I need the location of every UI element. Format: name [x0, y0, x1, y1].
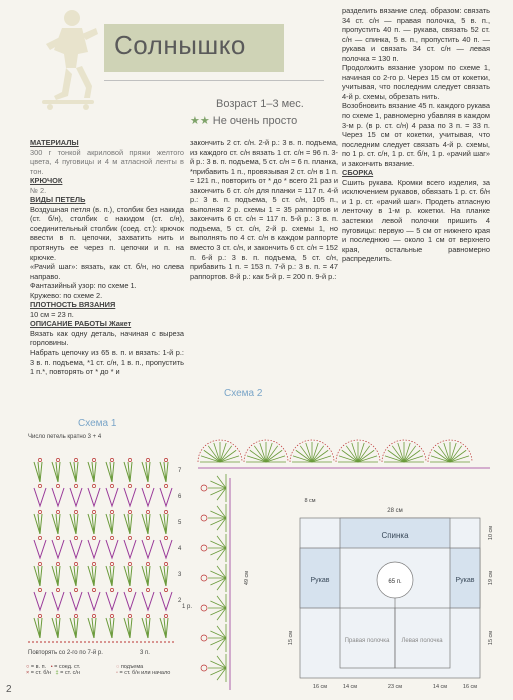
scheme-2-shell-stitch — [208, 446, 220, 462]
scheme-1-stitch — [58, 514, 60, 534]
scheme-1-chain — [128, 562, 131, 565]
scheme-2-dim-bottom: 14 см — [342, 684, 358, 690]
scheme-2-dim-left: 49 см — [244, 570, 250, 586]
scheme-2-shell-stitch — [312, 446, 324, 462]
scheme-2-dim-mid: 8 см — [304, 498, 316, 504]
scheme-1-stitch — [76, 462, 78, 482]
scheme-1-stitch — [124, 488, 136, 506]
scheme-1-stitch — [76, 618, 78, 638]
difficulty-label — [190, 114, 297, 127]
scheme-1-chain — [128, 536, 131, 539]
scheme-1-chain — [56, 484, 59, 487]
col1-paragraph: ПЛОТНОСТЬ ВЯЗАНИЯ — [30, 300, 116, 310]
scheme-1-chain — [110, 562, 113, 565]
scheme-2-shell-stitch — [346, 446, 358, 462]
scheme-1-stitch — [76, 566, 78, 586]
scheme-2-picot — [201, 605, 207, 611]
scheme-1-chain — [92, 458, 95, 461]
col3-paragraph: СБОРКА — [342, 168, 374, 178]
col1-paragraph: № 2. — [30, 185, 47, 195]
scheme-2-shell-stitch — [392, 446, 404, 462]
scheme-1-stitch — [130, 462, 132, 482]
scheme-1-stitch — [34, 592, 46, 610]
page-number: 2 — [6, 684, 12, 695]
col1-paragraph: ВИДЫ ПЕТЕЛЬ — [30, 195, 86, 205]
scheme-2-title: Схема 2 — [224, 388, 263, 399]
scheme-1-chain — [92, 588, 95, 591]
scheme-1-chain — [128, 614, 131, 617]
scheme-1-stitch — [94, 514, 96, 534]
scheme-2-shell-stitch — [404, 456, 423, 462]
scheme-2-shell-stitch — [250, 450, 266, 462]
scheme-1-stitch — [76, 514, 78, 534]
scheme-1-stitch — [160, 592, 172, 610]
scheme-2-label-sleeve-right: Рукав — [455, 577, 475, 584]
scheme-1-chain — [56, 458, 59, 461]
scheme-1-stitch — [58, 462, 60, 482]
col3-paragraph: Возобновить вязание 45 п. каждого рукава по схеме 1, равномерно убавляя в каждом 3-м р. (в р. ст. с/н) 4 раза по 3 п. = 33 п. Через 15 см от кокетки, учитывая, что последним следует связать 4-й р. схемы, по 1 р. ст. с/н, 1 р. ст. б/н, 1 р. «рачий шаг» и закончить вязание. — [342, 101, 490, 168]
column-1 — [30, 138, 184, 377]
scheme-1-chain — [38, 510, 41, 513]
scheme-1-chain — [74, 536, 77, 539]
scheme-1-chain — [110, 484, 113, 487]
scheme-2-shell-stitch — [450, 443, 456, 462]
scheme-1-stitch — [34, 488, 46, 506]
scheme-2-shell-stitch — [358, 443, 364, 462]
scheme-1-stitch — [88, 488, 100, 506]
scheme-2-dim-right: 15 см — [488, 630, 494, 646]
scheme-1-chain — [38, 562, 41, 565]
scheme-2-dim-bottom: 14 см — [432, 684, 448, 690]
scheme-2-shell-stitch — [352, 443, 358, 462]
column-3 — [342, 6, 490, 264]
scheme-2-dim-top: 28 см — [387, 508, 403, 514]
scheme-1-stitch — [94, 566, 96, 586]
col1-paragraph: Фантазийный узор: по схеме 1. — [30, 281, 137, 291]
scheme-1-stitch — [148, 514, 150, 534]
col1-paragraph: ОПИСАНИЕ РАБОТЫ Жакет — [30, 319, 132, 329]
scheme-1-chain — [74, 458, 77, 461]
legend-sb: = ст. б/н — [30, 670, 51, 676]
scheme-1-chain — [146, 484, 149, 487]
scheme-2-shell-stitch — [266, 446, 278, 462]
difficulty-text: Не очень просто — [212, 115, 298, 127]
scheme-1-stitch — [148, 618, 150, 638]
legend-pod: подъема — [120, 664, 144, 670]
scheme-1-stitch — [166, 566, 168, 586]
scheme-2-shell-stitch — [385, 456, 404, 462]
scheme-1-chain — [92, 614, 95, 617]
scheme-1-stitch — [70, 488, 82, 506]
col1-paragraph: 10 см = 23 п. — [30, 309, 74, 319]
scheme-1-stitch — [70, 592, 82, 610]
scheme-1-stitch — [142, 592, 154, 610]
col1-paragraph: МАТЕРИАЛЫ — [30, 138, 79, 147]
scheme-1-stitch — [112, 514, 114, 534]
scheme-2-shell-stitch — [266, 456, 285, 462]
scheme-2-diagram — [190, 398, 500, 694]
scheme-2-shell-stitch — [260, 443, 266, 462]
col3-paragraph: разделить вязание след. образом: связать 34 ст. с/н — правая полочка, 5 в. п., пропустить 40 п. — рукава, связать 52 ст. с/н — спинка, 5 в. п., пропустить 40 п. — рукава и связать 34 ст. с/н — левая полочка = 130 п. — [342, 6, 490, 63]
scheme-2-shell-stitch — [358, 450, 374, 462]
scheme-2-dim-right: 10 см — [488, 525, 494, 541]
scheme-1-repeat: Повторять со 2-го по 7-й р. — [28, 650, 103, 656]
scheme-1-stitch — [106, 488, 118, 506]
scheme-2-shell-stitch — [342, 450, 358, 462]
scheme-1-stitch — [112, 462, 114, 482]
scheme-2-shell-stitch — [220, 456, 239, 462]
scheme-2-shell-stitch — [247, 456, 266, 462]
scheme-1-chain — [164, 614, 167, 617]
scheme-1-stitch — [88, 592, 100, 610]
scheme-2-shell-stitch — [266, 450, 282, 462]
scheme-1-chain — [38, 536, 41, 539]
scheme-1-chain — [56, 588, 59, 591]
scheme-2-shell-stitch — [312, 456, 331, 462]
scheme-1-chain — [164, 510, 167, 513]
scheme-2-shell-stitch — [404, 450, 420, 462]
scheme-1-chain — [128, 484, 131, 487]
scheme-2-dim-side: 15 см — [288, 630, 294, 646]
scheme-1-chain — [56, 536, 59, 539]
scheme-2-shell-stitch — [254, 446, 266, 462]
scheme-1-chain — [164, 562, 167, 565]
scheme-1-stitch — [70, 540, 82, 558]
scheme-1-chain — [146, 588, 149, 591]
scheme-1-stitch — [124, 540, 136, 558]
scheme-2-picot — [201, 665, 207, 671]
scheme-1-stitch — [142, 540, 154, 558]
scheme-1-stitch — [130, 514, 132, 534]
age-label: Возраст 1–3 мес. — [216, 98, 304, 110]
scheme-1-chain — [56, 614, 59, 617]
col1-paragraph: Воздушная петля (в. п.), столбик без накида (ст. б/н), столбик с накидом (ст. с/н), соединительный столбик (соед. ст.): крючок ввести в п. цепочки, захватить нить и протянуть ее через п. цепочки и п. на крючке. — [30, 204, 184, 262]
col1-paragraph: 300 г тонкой акриловой пряжи желтого цвета, 4 пуговицы и 4 м атласной ленты в тон. — [30, 147, 184, 176]
scheme-2-shell-stitch — [388, 450, 404, 462]
legend: ○ = в. п. • = соед. ст. × = ст. б/н ‡ = ст. с/н — [26, 664, 81, 676]
col2-paragraph: закончить 2 ст. с/н. 2-й р.: 3 в. п. подъема, из каждого ст. с/н вязать 1 ст. с/н = 96 п. 3-й р.: 3 в. п. подъема, 5 ст. с/н = 6 п. планка, *прибавить 1 п., провязывая 2 ст. с/н в 1 п. = 121 п., повторить от * до * всего 21 раз и закончить 6 ст. с/н для планки = 117 п. 4-й р.: 3 в. п. подъема, 5 ст. с/н, 105 п., выполняя 2 р. схемы 1 = 35 раппортов и закончить 6 ст. с/н = 117 п. 5-й р.: 3 в. п. подъема, 5 ст. с/н, 2-й р. схемы 1, но выполнять по 4 ст. с/н в каждом раппорте вместо 3 ст. с/н, и закончить 6 ст. с/н = 152 п. 6-й р.: 3 в. п. подъема, 5 ст. с/н, прибавить 1 п. = 153 п. 7-й р.: 3 в. п. = 47 раппортов. 8-й р.: как 5-й р. = 200 п. 9-й р.: — [190, 138, 339, 281]
scheme-1-chain — [110, 536, 113, 539]
scheme-1-row-number: 6 — [178, 494, 182, 500]
scheme-1-chain — [110, 510, 113, 513]
scheme-2-label-right-front: Правая полочка — [344, 638, 390, 644]
scheme-1-stitch — [166, 462, 168, 482]
scheme-2-shell-stitch — [300, 446, 312, 462]
scheme-1-chain — [92, 510, 95, 513]
scheme-1-chain — [92, 484, 95, 487]
scheme-1-stitch — [52, 540, 64, 558]
scheme-1-chain — [38, 614, 41, 617]
scheme-2-shell-stitch — [444, 443, 450, 462]
scheme-2-shell-stitch — [450, 446, 462, 462]
scheme-1-stitch — [130, 618, 132, 638]
scheme-1-stitch — [52, 592, 64, 610]
scheme-1-chain — [146, 510, 149, 513]
legend-nachalo: = ст. б/н или начало — [119, 670, 171, 676]
scheme-2-label-neck: 65 п. — [388, 579, 402, 585]
scheme-2-label-sleeve-left: Рукав — [310, 577, 330, 584]
col1-paragraph: КРЮЧОК — [30, 176, 63, 186]
scheme-1-chain — [38, 588, 41, 591]
scheme-1-chain — [74, 562, 77, 565]
scheme-1-chain — [38, 484, 41, 487]
scheme-1-stitch — [112, 618, 114, 638]
legend-soed: = соед. ст. — [54, 664, 81, 670]
scheme-1-stitch — [94, 618, 96, 638]
scheme-1-row-number: 4 — [178, 546, 182, 552]
scheme-2-label-back: Спинка — [381, 531, 409, 540]
scheme-2-picot — [201, 635, 207, 641]
scheme-2-shell-stitch — [204, 450, 220, 462]
scheme-1-stitch — [58, 618, 60, 638]
difficulty-stars-icon: ★★ — [190, 115, 210, 127]
scheme-1-stitch — [106, 592, 118, 610]
scheme-2-shell-stitch — [358, 456, 377, 462]
legend-2: ◌ подъема ◦ = ст. б/н или начало — [116, 664, 171, 676]
scheme-1-row-label: 1 р. — [182, 604, 193, 610]
scheme-2-shell-stitch — [220, 443, 226, 462]
col3-paragraph: Продолжить вязание узором по схеме 1, начиная со 2-го р. Через 15 см от кокетки, учитывая, что последним следует связать 4-й р. схемы, обрезать нить. — [342, 63, 490, 101]
scheme-1-chain — [74, 484, 77, 487]
scheme-1-stitch — [142, 488, 154, 506]
scheme-2-label-left-front: Левая полочка — [401, 638, 443, 644]
scheme-1-chain — [164, 484, 167, 487]
scheme-1-row-number: 2 — [178, 598, 182, 604]
scheme-2-shell-stitch — [358, 446, 370, 462]
scheme-1-diagram — [24, 442, 184, 648]
scheme-1-chain — [164, 536, 167, 539]
scheme-1-chain — [110, 614, 113, 617]
scheme-1-stitch — [160, 540, 172, 558]
legend-vp: = в. п. — [30, 664, 47, 670]
scheme-2-dim-bottom: 16 см — [462, 684, 478, 690]
scheme-2-dim-bottom: 16 см — [312, 684, 328, 690]
scheme-1-stitch — [34, 540, 46, 558]
scheme-2-shell-stitch — [398, 443, 404, 462]
scheme-1-chain — [164, 458, 167, 461]
scheme-2-shell-stitch — [434, 450, 450, 462]
scheme-1-chain — [128, 458, 131, 461]
scheme-1-chain — [92, 562, 95, 565]
scheme-1-stitch — [58, 566, 60, 586]
scheme-2-shell-stitch — [339, 456, 358, 462]
scheme-1-chain — [56, 562, 59, 565]
scheme-1-chain — [128, 588, 131, 591]
legend-sn: = ст. с/н — [60, 670, 80, 676]
col1-paragraph: Вязать как одну деталь, начиная с выреза горловины. — [30, 328, 184, 348]
scheme-2-shell-stitch — [312, 450, 328, 462]
scheme-2-shell-stitch — [293, 456, 312, 462]
scheme-2-shell-stitch — [214, 443, 220, 462]
scheme-1-stitch — [52, 488, 64, 506]
scheme-2-shell-stitch — [450, 456, 469, 462]
scheme-1-stitch — [88, 540, 100, 558]
scheme-1-stitch — [112, 566, 114, 586]
scheme-2-shell-stitch — [312, 443, 318, 462]
scheme-1-chain — [74, 510, 77, 513]
col3-paragraph: Сшить рукава. Кромки всего изделия, за исключением рукавов, обвязать 1 р. ст. б/н и 1 р. ст. «рачий шаг». Продеть атласную ленточку в 1-м р. кокетки. На планке застежки левой полочки пришить 4 пуговицы: первую — 5 см от нижнего края и последнюю — около 1 см от верхнего края, остальные равномерно распределить. — [342, 177, 490, 264]
scheme-1-stitch — [40, 618, 42, 638]
scheme-1-stitch — [124, 592, 136, 610]
scheme-1-chain — [146, 536, 149, 539]
scheme-1-chain — [74, 588, 77, 591]
scheme-2-shell-stitch — [404, 443, 410, 462]
scheme-2-shell-stitch — [431, 456, 450, 462]
scheme-2-shell-stitch — [220, 446, 232, 462]
scheme-2-dim-bottom: 23 см — [387, 684, 403, 690]
col1-paragraph: Набрать цепочку из 65 в. п. и вязать: 1-й р.: 3 в. п. подъема, *1 ст. с/н, 1 в. п., пропустить 1 п.*, повторять от * до * и — [30, 348, 184, 377]
scheme-1-chain — [164, 588, 167, 591]
scheme-1-stitch — [40, 462, 42, 482]
scheme-2-shell-stitch — [404, 446, 416, 462]
scheme-1-chain — [128, 510, 131, 513]
scheme-1-chain — [146, 614, 149, 617]
scheme-1-chain — [74, 614, 77, 617]
scheme-1-chain — [92, 536, 95, 539]
scheme-1-stitch — [148, 462, 150, 482]
scheme-1-row-number: 3 — [178, 572, 182, 578]
scheme-1-chain — [146, 458, 149, 461]
scheme-2-picot — [201, 485, 207, 491]
scheme-1-row-number: 7 — [178, 468, 182, 474]
scheme-1-stitch — [166, 618, 168, 638]
scheme-1-chain — [38, 458, 41, 461]
scheme-1-note: Число петель кратно 3 + 4 — [28, 434, 102, 440]
scheme-1-chain — [110, 588, 113, 591]
scheme-2-picot — [201, 575, 207, 581]
scheme-1-stitch — [166, 514, 168, 534]
scheme-1-stitch — [106, 540, 118, 558]
scheme-2-shell-stitch — [220, 450, 236, 462]
scheme-2-dim-right: 19 см — [488, 570, 494, 586]
scheme-2-shell-stitch — [296, 450, 312, 462]
scheme-2-shell-stitch — [201, 456, 220, 462]
column-2 — [190, 138, 338, 281]
scheme-1-chain — [146, 562, 149, 565]
scheme-1-stitch — [160, 488, 172, 506]
scheme-1-stitch — [94, 462, 96, 482]
scheme-1-row-number: 5 — [178, 520, 182, 526]
skater-silhouette-icon — [32, 8, 100, 112]
header-divider — [104, 80, 324, 81]
scheme-2-shell-stitch — [438, 446, 450, 462]
scheme-2-shell-stitch — [266, 443, 272, 462]
scheme-1-stitch — [40, 514, 42, 534]
scheme-1-chain — [56, 510, 59, 513]
scheme-1-chain — [110, 458, 113, 461]
scheme-2-shell-stitch — [450, 450, 466, 462]
scheme-1-rep-label: 3 п. — [140, 650, 150, 656]
scheme-1-stitch — [130, 566, 132, 586]
scheme-2-shell-stitch — [306, 443, 312, 462]
page-title: Солнышко — [114, 30, 246, 60]
scheme-2-picot — [201, 515, 207, 521]
scheme-1-stitch — [148, 566, 150, 586]
col1-paragraph: «Рачий шаг»: вязать, как ст. б/н, но слева направо. — [30, 262, 184, 281]
col1-paragraph: Кружево: по схеме 2. — [30, 290, 103, 300]
scheme-1-stitch — [40, 566, 42, 586]
scheme-1-title: Схема 1 — [78, 418, 117, 429]
scheme-2-picot — [201, 545, 207, 551]
